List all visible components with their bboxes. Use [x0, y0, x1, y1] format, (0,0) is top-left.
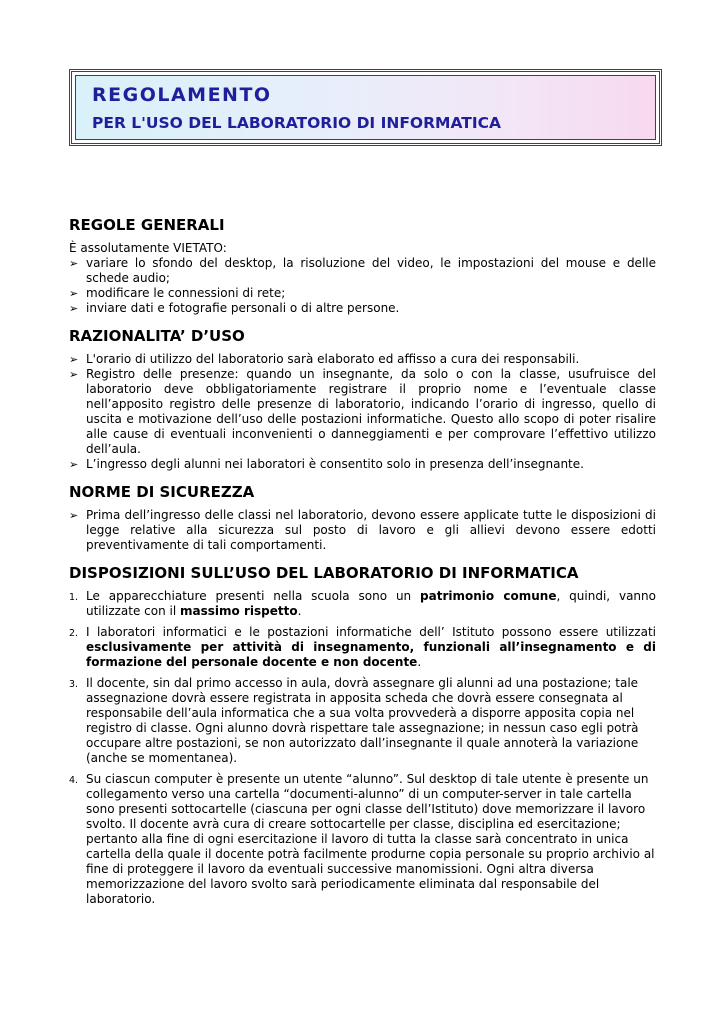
- list-item-text: L'orario di utilizzo del laboratorio sarà elaborato ed affisso a cura dei responsabili.: [86, 352, 580, 366]
- arrowhead-bullet-icon: ➢: [69, 353, 79, 366]
- list-item-text: Registro delle presenze: quando un insegnante, da solo o con la classe, usufruisce del laboratorio deve obbligatoriamente registrare il proprio nome e l’eventuale classe nell’apposito registro delle presenze di laboratorio, indicando l’orario di ingresso, quello di uscita e motivazione dell’uso delle postazioni informatiche. Questo allo scopo di poter risalire alle cause di eventuali inconvenienti o danneggiamenti e per comprovare l’effettivo utilizzo dell’aula.: [86, 367, 656, 456]
- section-heading: REGOLE GENERALI: [69, 216, 225, 234]
- bold-text: patrimonio comune: [420, 589, 557, 603]
- section-intro: È assolutamente VIETATO:: [69, 241, 227, 255]
- bullet-list: [69, 508, 656, 553]
- list-item-text: Prima dell’ingresso delle classi nel laboratorio, devono essere applicate tutte le disposizioni di legge relative alla sicurezza sul posto di lavoro e gli allievi devono essere edotti preventivamente di tali comportamenti.: [86, 508, 656, 552]
- section-heading: DISPOSIZIONI SULL’USO DEL LABORATORIO DI INFORMATICA: [69, 564, 579, 582]
- item-text: Su ciascun computer è presente un utente “alunno”. Sul desktop di tale utente è presente un collegamento verso una cartella “documenti-alunno” di un computer-server in tale cartella sono presenti sottocartelle (ciascuna per ogni classe dell’Istituto) dove memorizzare il lavoro svolto. Il docente avrà cura di creare sottocartelle per classe, disciplina ed esercitazione; pertanto alla fine di ogni esercitazione il lavoro di tutta la classe sarà concentrato in unica cartella della quale il docente potrà facilmente produrne copia personale su proprio archivio al fine di proteggere il lavoro da eventuali successive manomissioni. Ogni altra diversa memorizzazione del lavoro svolto sarà periodicamente eliminata dal responsabile del laboratorio.: [86, 772, 655, 906]
- list-item: [69, 457, 656, 472]
- list-item: [69, 286, 656, 301]
- item-text: .: [297, 604, 302, 618]
- list-item-text: modificare le connessioni di rete;: [86, 286, 286, 300]
- list-item-text: variare lo sfondo del desktop, la risoluzione del video, le impostazioni del mouse e delle schede audio;: [86, 256, 656, 285]
- bold-text: massimo rispetto: [180, 604, 298, 618]
- bullet-list: [69, 256, 656, 316]
- item-number: 3.: [69, 679, 79, 690]
- item-number: 1.: [69, 592, 79, 603]
- numbered-item: [69, 676, 656, 766]
- numbered-item: [69, 772, 656, 907]
- item-text: , quindi, vanno utilizzate con il: [86, 589, 656, 618]
- arrowhead-bullet-icon: ➢: [69, 287, 79, 300]
- numbered-list: [69, 589, 656, 907]
- bold-text: esclusivamente per attività di insegnamento, funzionali all’insegnamento e di formazione del personale docente e non docente: [86, 640, 656, 669]
- section-disposizioni: [69, 564, 656, 907]
- document-subtitle: PER L'USO DEL LABORATORIO DI INFORMATICA: [92, 114, 501, 132]
- section-regole-generali: [69, 216, 656, 316]
- bullet-list: [69, 352, 656, 472]
- list-item: [69, 508, 656, 553]
- arrowhead-bullet-icon: ➢: [69, 509, 79, 522]
- title-banner: [69, 69, 662, 146]
- arrowhead-bullet-icon: ➢: [69, 302, 79, 315]
- item-text: Le apparecchiature presenti nella scuola sono un: [86, 589, 421, 603]
- numbered-item: [69, 589, 656, 619]
- numbered-item: [69, 625, 656, 670]
- list-item-text: L’ingresso degli alunni nei laboratori è consentito solo in presenza dell’insegnante.: [86, 457, 584, 471]
- item-text: Il docente, sin dal primo accesso in aula, dovrà assegnare gli alunni ad una postazione; tale assegnazione dovrà essere registrata in apposita scheda che dovrà essere consegnata al responsabile dell’aula informatica che a sua volta provvederà a disporre apposita copia nel registro di classe. Ogni alunno dovrà rispettare tale assegnazione; in nessun caso egli potrà occupare altre postazioni, se non autorizzato dall’insegnante il quale annoterà la variazione (anche se momentanea).: [86, 676, 639, 765]
- item-number: 4.: [69, 775, 79, 786]
- list-item: [69, 301, 656, 316]
- item-number: 2.: [69, 628, 79, 639]
- section-razionalita-uso: [69, 327, 656, 472]
- list-item: [69, 352, 656, 367]
- section-heading: NORME DI SICUREZZA: [69, 483, 255, 501]
- item-text: .: [417, 655, 422, 669]
- list-item-text: inviare dati e fotografie personali o di altre persone.: [86, 301, 400, 315]
- item-text: I laboratori informatici e le postazioni informatiche dell’ Istituto possono essere utilizzati: [86, 625, 656, 639]
- title-banner-inner: [75, 75, 656, 140]
- arrowhead-bullet-icon: ➢: [69, 368, 79, 381]
- list-item: [69, 367, 656, 457]
- document-body: [69, 216, 656, 918]
- section-norme-sicurezza: [69, 483, 656, 553]
- list-item: [69, 256, 656, 286]
- arrowhead-bullet-icon: ➢: [69, 458, 79, 471]
- section-heading: RAZIONALITA’ D’USO: [69, 327, 245, 345]
- arrowhead-bullet-icon: ➢: [69, 257, 79, 270]
- document-title: REGOLAMENTO: [92, 84, 272, 106]
